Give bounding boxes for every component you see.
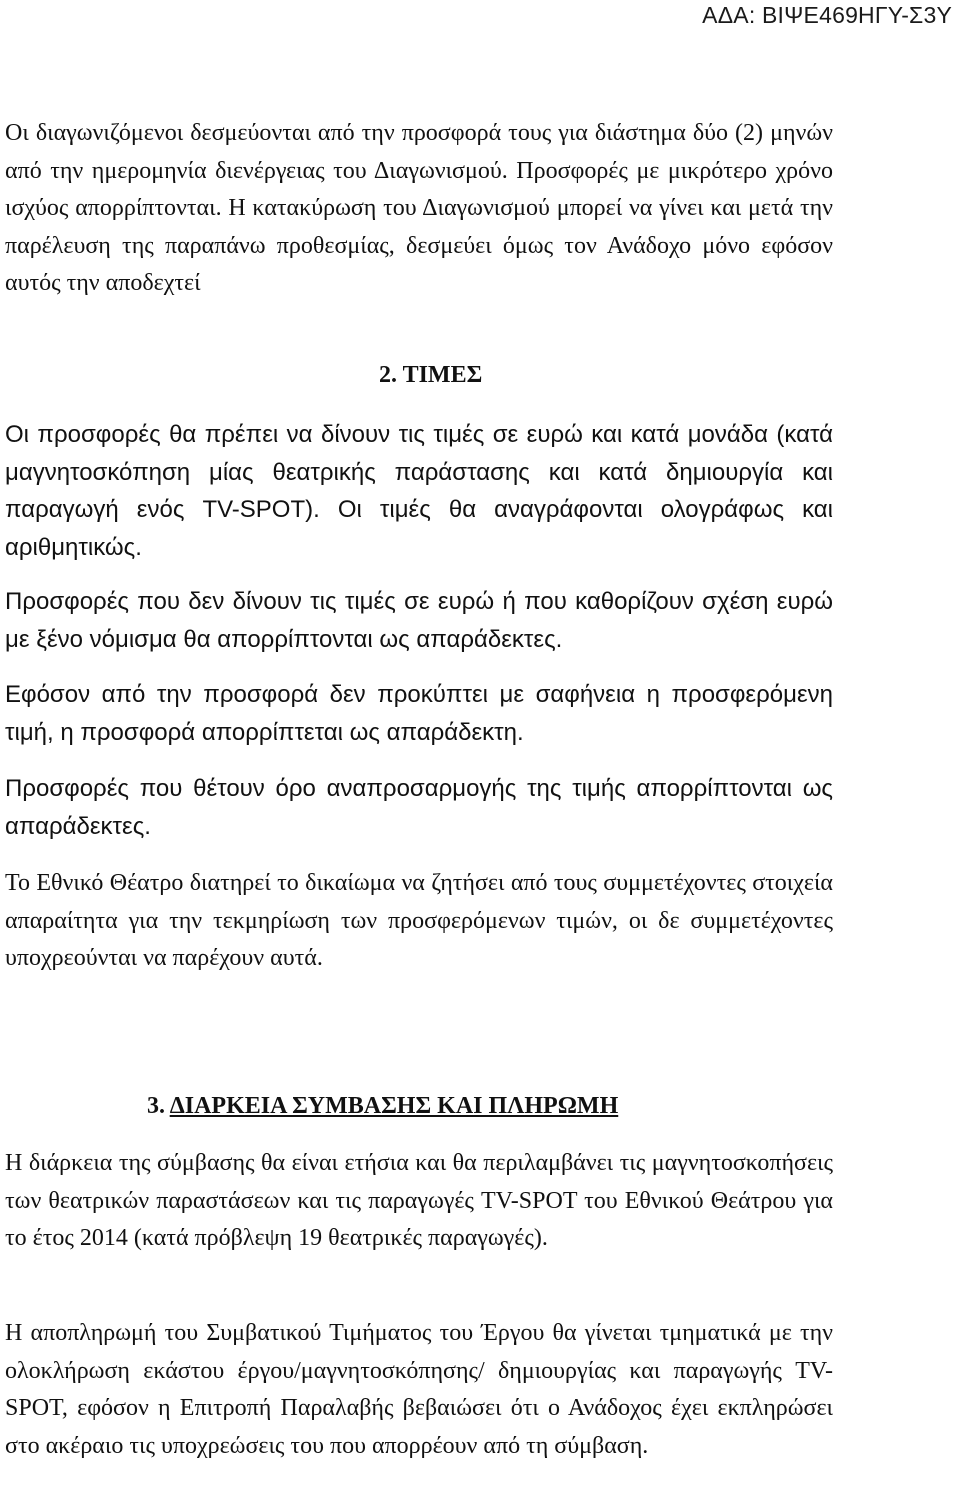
section-2-heading: 2. ΤΙΜΕΣ — [379, 362, 483, 388]
prices-paragraph-4-block — [5, 770, 833, 845]
prices-paragraph-2-block — [5, 583, 833, 658]
prices-paragraph: Το Εθνικό Θέατρο διατηρεί το δικαίωμα να ζητήσει από τους συμμετέχοντες στοιχεία απαραίτητα για την τεκμηρίωση των προσφερόμενων τιμών, οι δε συμμετέχοντες υποχρεούνται να παρέχουν αυτά. — [5, 870, 833, 971]
offers-validity-paragraph: Οι διαγωνιζόμενοι δεσμεύονται από την προσφορά τους για διάστημα δύο (2) μηνών από την ημερομηνία διενέργειας του Διαγωνισμού. Προσφορές με μικρότερο χρόνο ισχύος απορρίπτονται. Η κατακύρωση του Διαγωνισμού μπορεί να γίνει και μετά την παρέλευση της παραπάνω προθεσμίας, δεσμεύει όμως τον Ανάδοχο μόνο εφόσον αυτός την αποδεχτεί — [5, 120, 833, 296]
prices-paragraph: Προσφορές που θέτουν όρο αναπροσαρμογής της τιμής απορρίπτονται ως απαράδεκτες. — [5, 775, 833, 840]
offers-validity-block — [5, 115, 833, 303]
section-3-number: 3. — [147, 1093, 170, 1119]
section-3-heading — [147, 1093, 618, 1120]
prices-paragraph: Προσφορές που δεν δίνουν τις τιμές σε ευρώ ή που καθορίζουν σχέση ευρώ με ξένο νόμισμα θα απορρίπτονται ως απαράδεκτες. — [5, 588, 833, 653]
section-3-title: ΔΙΑΡΚΕΙΑ ΣΥΜΒΑΣΗΣ ΚΑΙ ΠΛΗΡΩΜΗ — [169, 1093, 619, 1119]
prices-paragraph: Οι προσφορές θα πρέπει να δίνουν τις τιμές σε ευρώ και κατά μονάδα (κατά μαγνητοσκόπηση μίας θεατρικής παράστασης και κατά δημιουργία και παραγωγή ενός TV-SPOT). Οι τιμές θα αναγράφονται ολογράφως και αριθμητικώς. — [5, 421, 833, 561]
duration-paragraph-block — [5, 1145, 833, 1258]
payment-paragraph-block — [5, 1315, 833, 1465]
prices-paragraph-3-block — [5, 676, 833, 751]
payment-paragraph: Η αποπληρωμή του Συμβατικού Τιμήματος του Έργου θα γίνεται τμηματικά με την ολοκλήρωση εκάστου έργου/μαγνητοσκόπησης/ δημιουργίας και παραγωγής TV-SPOT, εφόσον η Επιτροπή Παραλαβής βεβαιώσει ότι ο Ανάδοχος έχει εκπληρώσει στο ακέραιο τις υποχρεώσεις του που απορρέουν από τη σύμβαση. — [5, 1320, 833, 1459]
prices-paragraph: Εφόσον από την προσφορά δεν προκύπτει με σαφήνεια η προσφερόμενη τιμή, η προσφορά απορρίπτεται ως απαράδεκτη. — [5, 681, 833, 746]
duration-paragraph: Η διάρκεια της σύμβασης θα είναι ετήσια και θα περιλαμβάνει τις μαγνητοσκοπήσεις των θεατρικών παραστάσεων και τις παραγωγές TV-SPOT του Εθνικού Θεάτρου για το έτος 2014 (κατά πρόβλεψη 19 θεατρικές παραγωγές). — [5, 1150, 833, 1251]
prices-paragraph-1-block — [5, 416, 833, 566]
ada-code: ΑΔΑ: ΒΙΨΕ469ΗΓΥ-Σ3Υ — [702, 2, 952, 28]
prices-paragraph-5-block — [5, 865, 833, 978]
